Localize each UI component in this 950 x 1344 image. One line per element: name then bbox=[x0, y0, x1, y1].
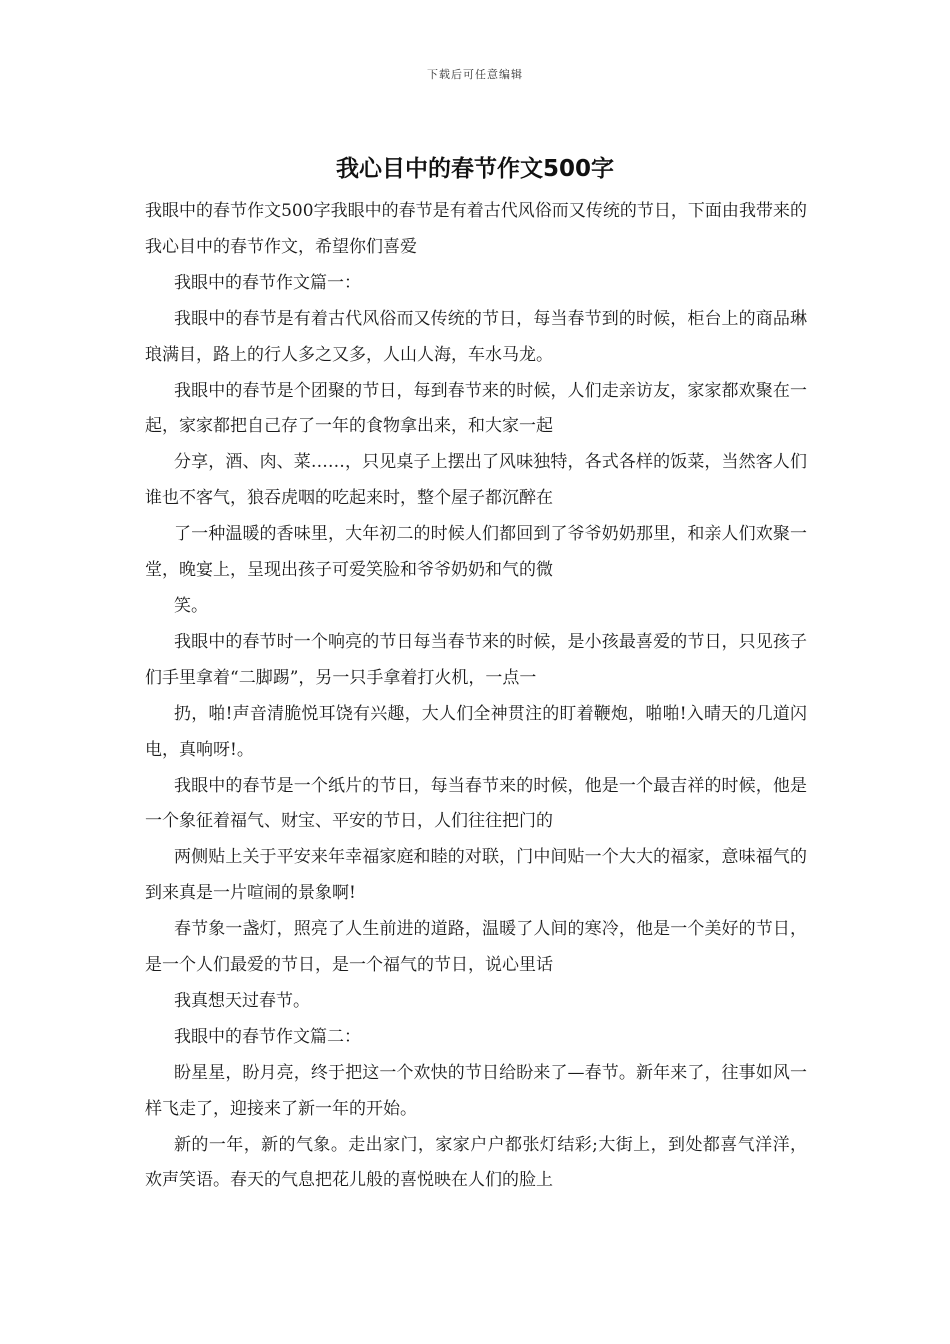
section-heading-2: 我眼中的春节作文篇二： bbox=[174, 1026, 361, 1047]
paragraph: 春节象一盏灯，照亮了人生前进的道路，温暖了人间的寒冷，他是一个美好的节日，是一个人们最爱的节日，是一个福气的节日，说心里话 bbox=[145, 919, 807, 976]
paragraph: 我眼中的春节时一个响亮的节日每当春节来的时候，是小孩最喜爱的节日，只见孩子们手里拿着“二脚踢”，另一只手拿着打火机，一点一 bbox=[145, 631, 807, 688]
paragraph: 分享，酒、肉、菜……，只见桌子上摆出了风味独特，各式各样的饭菜，当然客人们谁也不客气，狼吞虎咽的吃起来时，整个屋子都沉醉在 bbox=[145, 452, 807, 509]
paragraph: 扔，啪!声音清脆悦耳饶有兴趣，大人们全神贯注的盯着鞭炮，啪啪!入晴天的几道闪电，真响呀!。 bbox=[145, 703, 807, 760]
paragraph: 我眼中的春节是个团聚的节日，每到春节来的时候，人们走亲访友，家家都欢聚在一起，家家都把自己存了一年的食物拿出来，和大家一起 bbox=[145, 380, 807, 437]
paragraph-intro: 我眼中的春节作文500字我眼中的春节是有着古代风俗而又传统的节日，下面由我带来的我心目中的春节作文，希望你们喜爱 bbox=[145, 201, 807, 257]
paragraph: 新的一年，新的气象。走出家门，家家户户都张灯结彩;大街上，到处都喜气洋洋，欢声笑语。春天的气息把花儿般的喜悦映在人们的脸上 bbox=[145, 1134, 807, 1191]
paragraph: 了一种温暖的香味里，大年初二的时候人们都回到了爷爷奶奶那里，和亲人们欢聚一堂，晚宴上，呈现出孩子可爱笑脸和爷爷奶奶和气的微 bbox=[145, 524, 807, 581]
header-note: 下载后可任意编辑 bbox=[427, 68, 523, 81]
section-heading-1: 我眼中的春节作文篇一： bbox=[174, 272, 361, 293]
paragraph: 盼星星，盼月亮，终于把这一个欢快的节日给盼来了—春节。新年来了，往事如风一样飞走了，迎接来了新一年的开始。 bbox=[145, 1062, 807, 1119]
paragraph: 我眼中的春节是有着古代风俗而又传统的节日，每当春节到的时候，柜台上的商品琳琅满目，路上的行人多之又多，人山人海，车水马龙。 bbox=[145, 308, 807, 365]
document-title: 我心目中的春节作文500字 bbox=[335, 156, 614, 182]
paragraph: 我眼中的春节是一个纸片的节日，每当春节来的时候，他是一个最吉祥的时候，他是一个象征着福气、财宝、平安的节日，人们往往把门的 bbox=[145, 775, 807, 832]
paragraph: 我真想天过春节。 bbox=[174, 990, 310, 1011]
article-body bbox=[145, 194, 807, 1199]
paragraph: 两侧贴上关于平安来年幸福家庭和睦的对联，门中间贴一个大大的福家，意味福气的到来真是一片喧闹的景象啊! bbox=[145, 847, 807, 904]
paragraph: 笑。 bbox=[174, 595, 208, 616]
